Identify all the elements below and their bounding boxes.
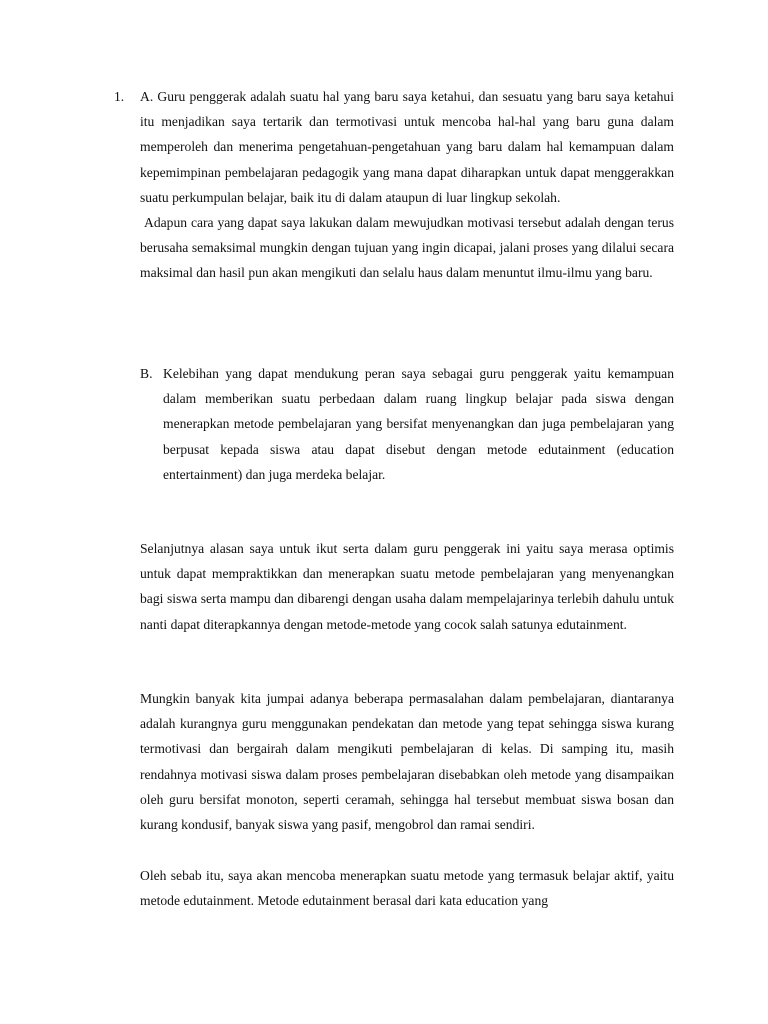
list-item-1 [114, 84, 674, 286]
paragraph-4: Mungkin banyak kita jumpai adanya beberapa permasalahan dalam pembelajaran, diantaranya adalah kurangnya guru menggunakan pendekatan dan metode yang tepat sehingga siswa kurang termotivasi dan bergairah dalam mengikuti pembelajaran di kelas. Di samping itu, masih rendahnya motivasi siswa dalam proses pembelajaran disebabkan oleh metode yang disampaikan oleh guru bersifat monoton, seperti ceramah, sehingga hal tersebut membuat siswa bosan dan kurang kondusif, banyak siswa yang pasif, mengobrol dan ramai sendiri. [140, 691, 674, 833]
list-item-body [140, 84, 674, 286]
paragraph-5: Oleh sebab itu, saya akan mencoba menerapkan suatu metode yang termasuk belajar aktif, yaitu metode edutainment. Metode edutainment berasal dari kata education yang [140, 868, 674, 909]
sub-item-b-text: Kelebihan yang dapat mendukung peran saya sebagai guru penggerak yaitu kemampuan dalam memberikan suatu perbedaan dalam ruang lingkup belajar pada siswa dengan menerapkan metode pembelajaran yang bersifat menyenangkan dan juga pembelajaran yang berpusat kepada siswa atau dapat disebut dengan metode edutainment (education entertainment) dan juga merdeka belajar. [163, 366, 674, 482]
paragraph-a: A. Guru penggerak adalah suatu hal yang baru saya ketahui, dan sesuatu yang baru saya ketahui itu menjadikan saya tertarik dan termotivasi untuk mencoba hal-hal yang baru guna dalam memperoleh dan menerima pengetahuan-pengetahuan yang baru dalam hal kemampuan dalam kepemimpinan pembelajaran pedagogik yang mana dapat diharapkan untuk dapat menggerakkan suatu perkumpulan belajar, baik itu di dalam ataupun di luar lingkup sekolah. [140, 89, 674, 205]
sub-item-b [140, 361, 674, 487]
paragraph-3: Selanjutnya alasan saya untuk ikut serta dalam guru penggerak ini yaitu saya merasa optimis untuk dapat mempraktikkan dan menerapkan suatu metode pembelajaran yang menyenangkan bagi siswa serta mampu dan dibarengi dengan usaha dalam mempelajarinya terlebih dahulu untuk nanti dapat diterapkannya dengan metode-metode yang cocok salah satunya edutainment. [140, 541, 674, 632]
paragraph-a-continued: Adapun cara yang dapat saya lakukan dalam mewujudkan motivasi tersebut adalah dengan terus berusaha semaksimal mungkin dengan tujuan yang ingin dicapai, jalani proses yang dilalui secara maksimal dan hasil pun akan mengikuti dan selalu haus dalam menuntut ilmu-ilmu yang baru. [140, 215, 674, 281]
list-number: 1. [114, 89, 125, 104]
sub-item-letter: B. [140, 366, 153, 381]
